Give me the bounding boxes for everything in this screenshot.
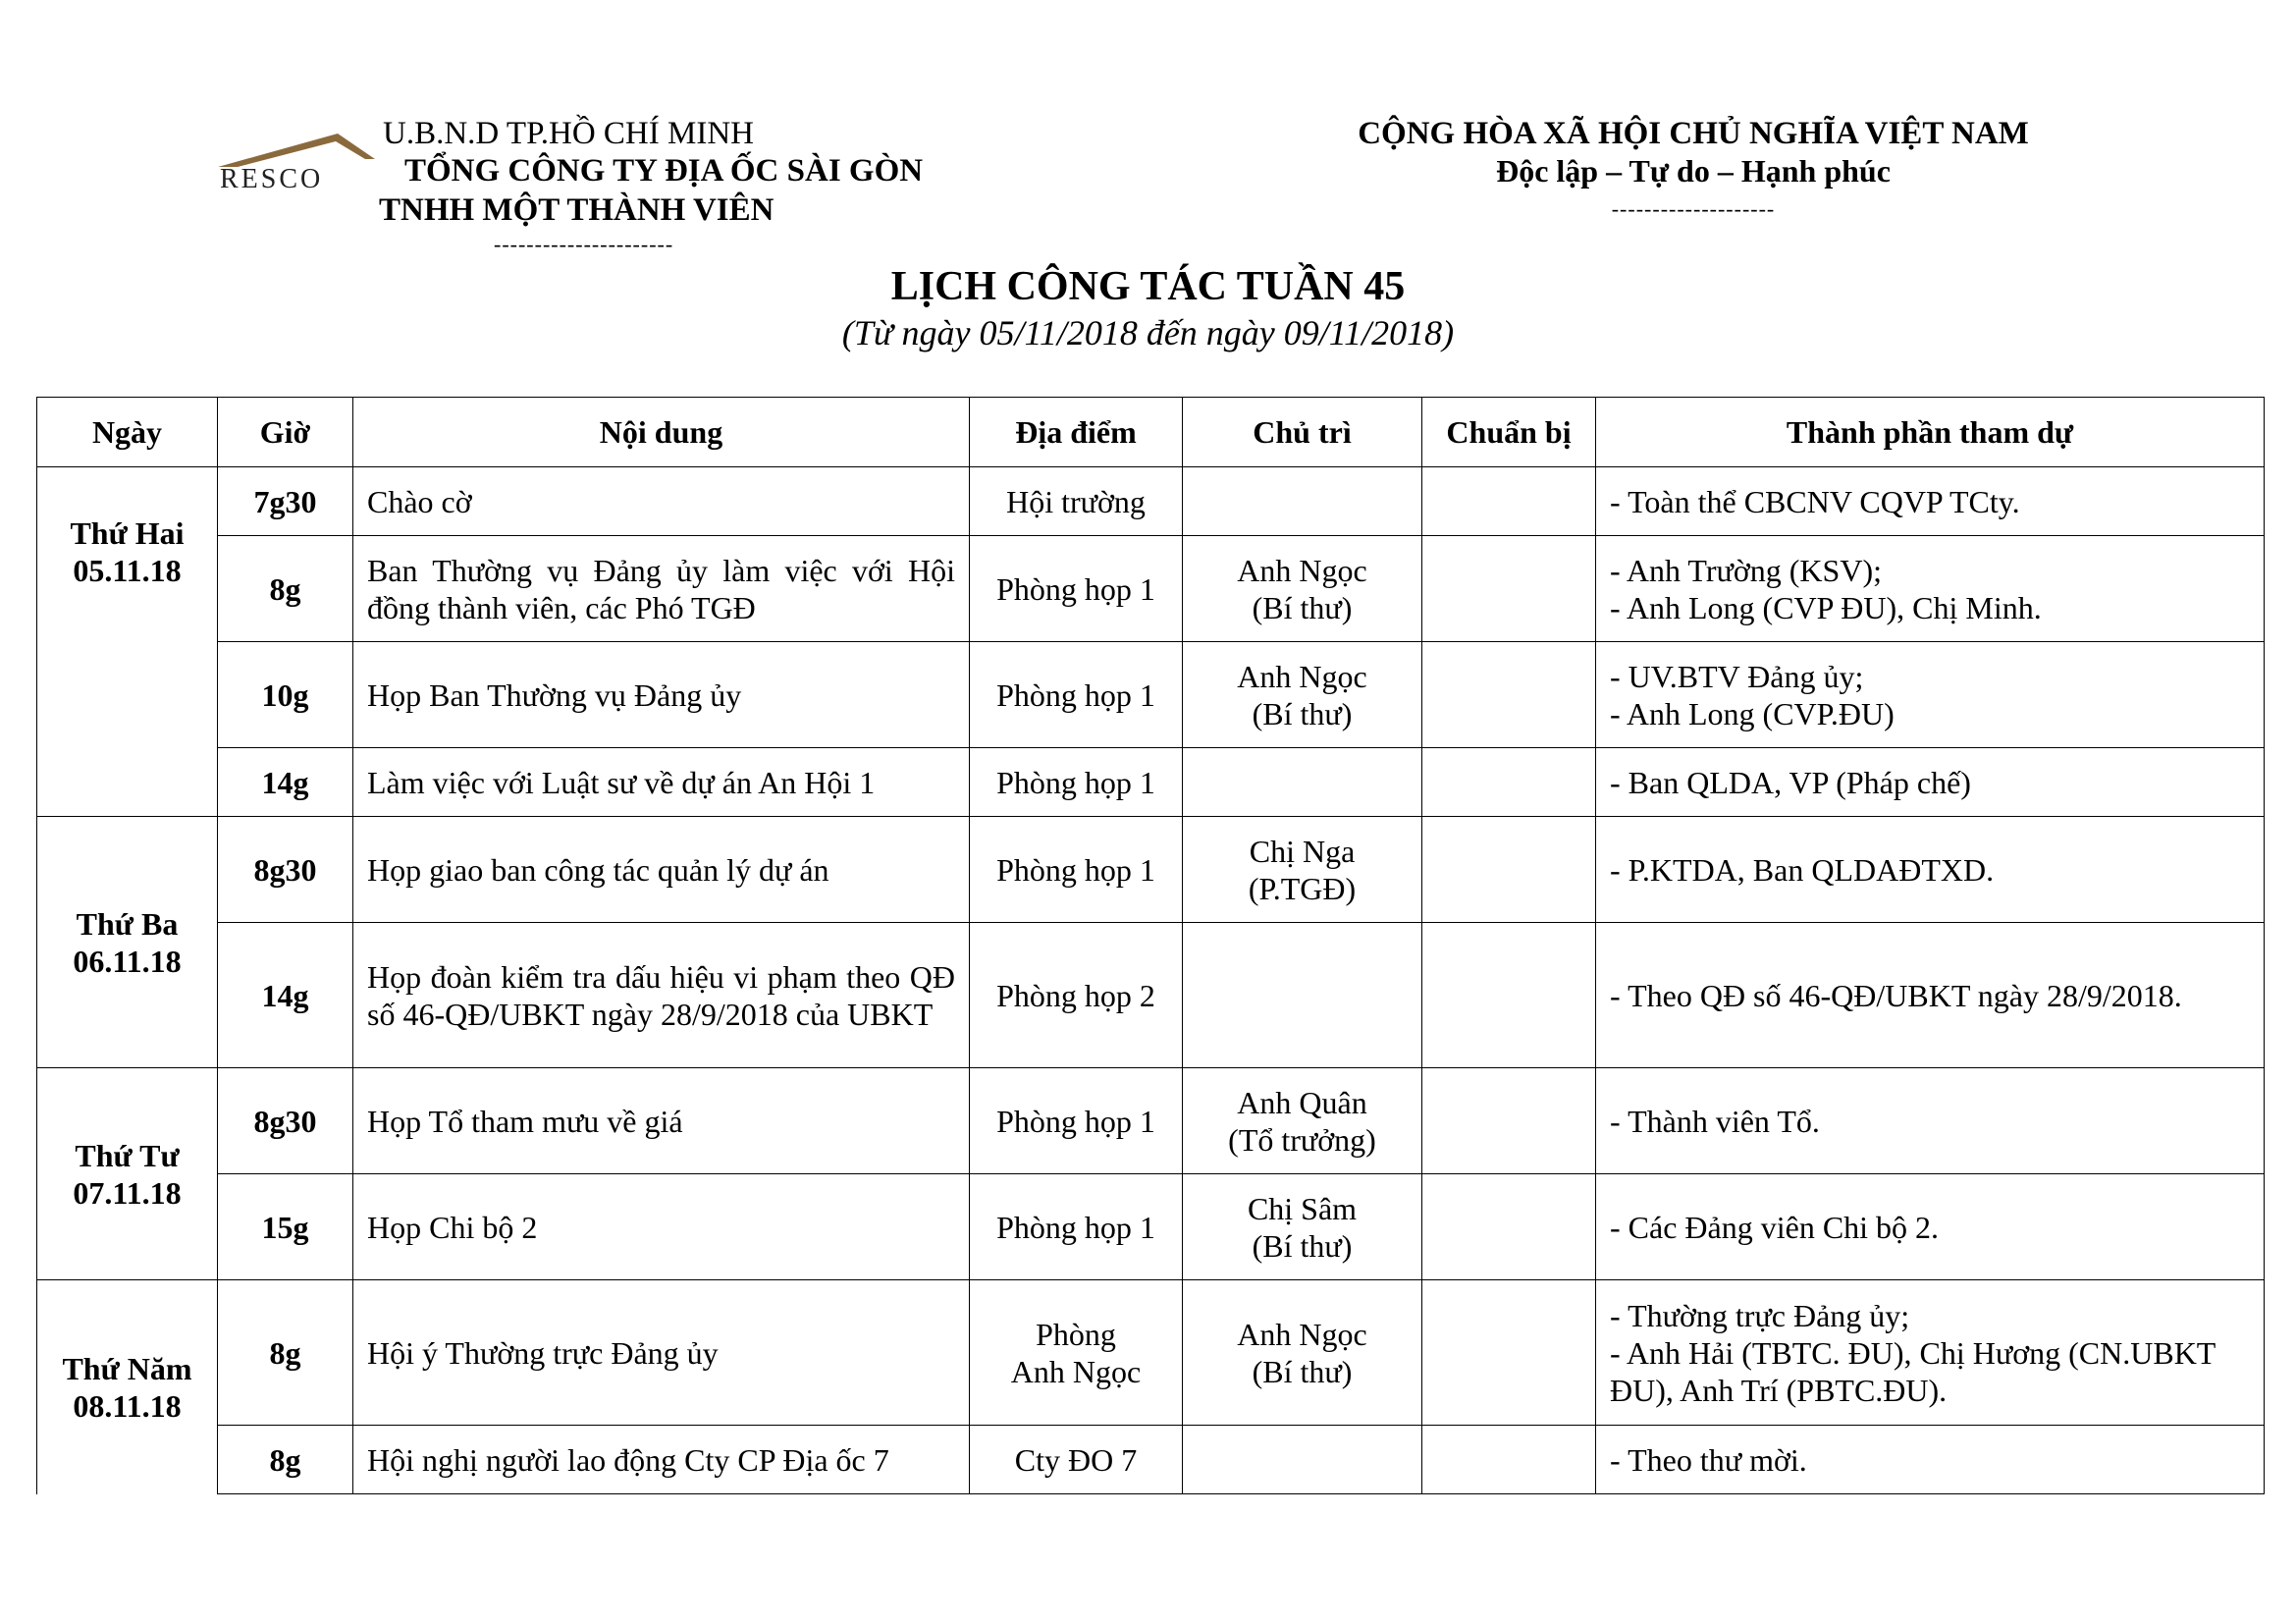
prep-cell: [1422, 1174, 1596, 1280]
day-date: 08.11.18: [73, 1387, 182, 1424]
column-header-time: Giờ: [218, 398, 353, 467]
attendee-line: - P.KTDA, Ban QLDAĐTXD.: [1610, 851, 1995, 888]
time-cell: 14g: [218, 748, 353, 817]
host-name: Chị Sâm: [1247, 1190, 1358, 1226]
column-header-attendees: Thành phần tham dự: [1596, 398, 2265, 467]
time-cell: 8g: [218, 536, 353, 642]
motto-divider: --------------------: [1611, 196, 1776, 221]
day-cell: [37, 1280, 218, 1494]
time-cell: 14g: [218, 923, 353, 1068]
day-date: 05.11.18: [73, 553, 182, 588]
national-motto: Độc lập – Tự do – Hạnh phúc: [1496, 153, 1891, 189]
host-cell: [1183, 923, 1422, 1068]
table-row: [37, 817, 2265, 923]
logo-text: RESCO: [220, 164, 324, 194]
attendee-line: - UV.BTV Đảng ủy;: [1610, 658, 1864, 694]
document-title: LỊCH CÔNG TÁC TUẦN 45: [890, 264, 1406, 309]
attendee-line: - Toàn thể CBCNV CQVP TCty.: [1610, 483, 2020, 519]
prep-cell: [1422, 923, 1596, 1068]
attendees-cell: [1596, 1426, 2265, 1494]
content-cell: Họp đoàn kiểm tra dấu hiệu vi phạm theo QĐ số 46-QĐ/UBKT ngày 28/9/2018 của UBKT: [353, 923, 970, 1068]
content-cell: Hội ý Thường trực Đảng ủy: [353, 1280, 970, 1426]
column-header-content: Nội dung: [353, 398, 970, 467]
time-cell: 15g: [218, 1174, 353, 1280]
org-name: TỔNG CÔNG TY ĐỊA ỐC SÀI GÒN: [404, 153, 924, 189]
attendees-cell: [1596, 1280, 2265, 1426]
content-cell: Họp Chi bộ 2: [353, 1174, 970, 1280]
host-cell: [1183, 536, 1422, 642]
host-role: (Tổ trưởng): [1228, 1121, 1376, 1158]
content-cell: Hội nghị người lao động Cty CP Địa ốc 7: [353, 1426, 970, 1494]
host-cell: [1183, 1280, 1422, 1426]
day-cell: [37, 467, 218, 817]
time-cell: 7g30: [218, 467, 353, 536]
document-subtitle: (Từ ngày 05/11/2018 đến ngày 09/11/2018): [841, 313, 1455, 352]
day-date: 07.11.18: [73, 1174, 182, 1211]
prep-cell: [1422, 1280, 1596, 1426]
org-parent: U.B.N.D TP.HỒ CHÍ MINH: [383, 116, 755, 151]
location-cell: Phòng họp 1: [970, 1174, 1183, 1280]
host-cell: [1183, 642, 1422, 748]
schedule-table: [36, 397, 2265, 1494]
roof-icon: [218, 130, 380, 169]
attendees-cell: [1596, 1174, 2265, 1280]
prep-cell: [1422, 642, 1596, 748]
location-cell: Cty ĐO 7: [970, 1426, 1183, 1494]
column-header-prep: Chuẩn bị: [1422, 398, 1596, 467]
column-header-host: Chủ trì: [1183, 398, 1422, 467]
host-name: Chị Nga: [1249, 833, 1356, 869]
day-name: Thứ Hai: [70, 515, 185, 551]
table-row: [37, 748, 2265, 817]
content-cell: Họp Ban Thường vụ Đảng ủy: [353, 642, 970, 748]
company-logo: [218, 130, 380, 198]
column-header-location: Địa điểm: [970, 398, 1183, 467]
content-cell: Họp Tổ tham mưu về giá: [353, 1068, 970, 1174]
org-divider: ----------------------: [494, 232, 674, 256]
attendee-line: - Thường trực Đảng ủy;: [1610, 1297, 1910, 1333]
host-cell: [1183, 1426, 1422, 1494]
day-name: Thứ Ba: [76, 905, 179, 942]
host-role: (Bí thư): [1252, 1353, 1353, 1389]
time-cell: 10g: [218, 642, 353, 748]
attendee-line: - Thành viên Tổ.: [1610, 1103, 1820, 1139]
attendee-line: - Theo thư mời.: [1610, 1441, 1807, 1478]
day-name: Thứ Tư: [75, 1137, 180, 1173]
attendees-cell: [1596, 642, 2265, 748]
time-cell: 8g: [218, 1426, 353, 1494]
host-cell: [1183, 467, 1422, 536]
nation-title: CỘNG HÒA XÃ HỘI CHỦ NGHĨA VIỆT NAM: [1358, 116, 2029, 151]
host-role: (Bí thư): [1252, 589, 1353, 625]
content-cell: Họp giao ban công tác quản lý dự án: [353, 817, 970, 923]
day-cell: [37, 817, 218, 1068]
attendee-line: - Anh Trường (KSV);: [1610, 552, 1882, 588]
location-cell: Phòng họp 1: [970, 817, 1183, 923]
location-cell: Phòng Anh Ngọc: [970, 1280, 1183, 1426]
day-date: 06.11.18: [73, 943, 182, 979]
time-cell: 8g: [218, 1280, 353, 1426]
location-cell: Phòng họp 2: [970, 923, 1183, 1068]
table-row: [37, 1426, 2265, 1494]
host-name: Anh Quân: [1237, 1084, 1367, 1120]
table-row: [37, 1068, 2265, 1174]
attendees-cell: [1596, 748, 2265, 817]
prep-cell: [1422, 1068, 1596, 1174]
host-role: (P.TGĐ): [1248, 870, 1357, 906]
prep-cell: [1422, 817, 1596, 923]
header-row: [37, 398, 2265, 467]
attendees-cell: [1596, 923, 2265, 1068]
table-row: [37, 536, 2265, 642]
host-name: Anh Ngọc: [1237, 658, 1367, 694]
prep-cell: [1422, 748, 1596, 817]
host-role: (Bí thư): [1252, 1227, 1353, 1264]
attendees-cell: [1596, 467, 2265, 536]
table-row: [37, 467, 2265, 536]
table-row: [37, 1174, 2265, 1280]
column-header-day: Ngày: [37, 398, 218, 467]
attendee-line: - Theo QĐ số 46-QĐ/UBKT ngày 28/9/2018.: [1610, 977, 2182, 1013]
attendees-cell: [1596, 817, 2265, 923]
attendee-line: - Anh Long (CVP.ĐU): [1610, 695, 1895, 731]
host-name: Anh Ngọc: [1237, 552, 1367, 588]
location-cell: Phòng họp 1: [970, 748, 1183, 817]
day-name: Thứ Năm: [62, 1350, 192, 1386]
location-cell: Phòng họp 1: [970, 1068, 1183, 1174]
prep-cell: [1422, 1426, 1596, 1494]
day-cell: [37, 1068, 218, 1280]
host-cell: [1183, 748, 1422, 817]
location-cell: Phòng họp 1: [970, 536, 1183, 642]
prep-cell: [1422, 536, 1596, 642]
attendee-line: - Ban QLDA, VP (Pháp chế): [1610, 764, 1971, 800]
content-cell: Chào cờ: [353, 467, 970, 536]
table-row: [37, 642, 2265, 748]
content-cell: Ban Thường vụ Đảng ủy làm việc với Hội đồng thành viên, các Phó TGĐ: [353, 536, 970, 642]
host-name: Anh Ngọc: [1237, 1316, 1367, 1352]
attendees-cell: [1596, 536, 2265, 642]
prep-cell: [1422, 467, 1596, 536]
attendee-line: - Các Đảng viên Chi bộ 2.: [1610, 1209, 1940, 1245]
attendee-line: - Anh Hải (TBTC. ĐU), Chị Hương (CN.UBKT ĐU), Anh Trí (PBTC.ĐU).: [1610, 1334, 2216, 1408]
table-row: [37, 1280, 2265, 1426]
attendees-cell: [1596, 1068, 2265, 1174]
host-cell: [1183, 1068, 1422, 1174]
location-cell: Phòng họp 1: [970, 642, 1183, 748]
time-cell: 8g30: [218, 817, 353, 923]
org-type: TNHH MỘT THÀNH VIÊN: [379, 192, 774, 228]
table-row: [37, 923, 2265, 1068]
attendee-line: - Anh Long (CVP ĐU), Chị Minh.: [1610, 589, 2042, 625]
host-role: (Bí thư): [1252, 695, 1353, 731]
time-cell: 8g30: [218, 1068, 353, 1174]
host-cell: [1183, 817, 1422, 923]
host-cell: [1183, 1174, 1422, 1280]
location-cell: Hội trường: [970, 467, 1183, 536]
content-cell: Làm việc với Luật sư về dự án An Hội 1: [353, 748, 970, 817]
